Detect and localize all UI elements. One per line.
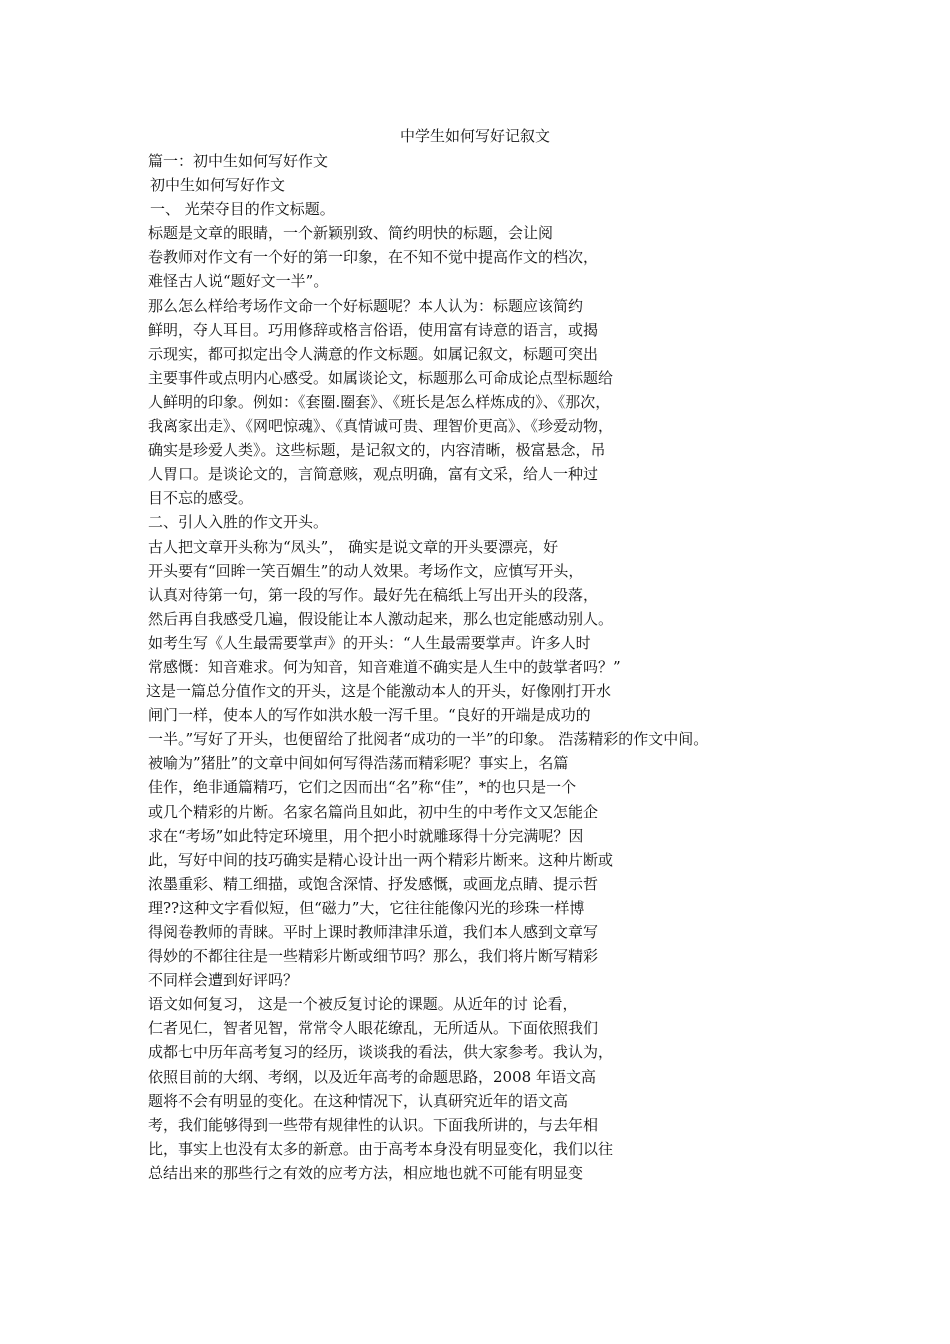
text-line xyxy=(0,800,950,824)
text-line-content: 初中生如何写好作文 xyxy=(150,176,286,195)
text-line xyxy=(0,221,950,245)
text-line-content: 人鲜明的印象。例如：《套圈.圈套》、《班长是怎么样炼成的》、《那次， xyxy=(148,392,611,411)
text-line-content: 总结出来的那些行之有效的应考方法，相应地也就不可能有明显变 xyxy=(148,1163,584,1182)
text-line xyxy=(0,944,950,968)
text-line-content: 这是一篇总分值作文的开头，这是个能激动本人的开头，好像刚打开水 xyxy=(146,682,612,701)
text-line xyxy=(0,438,950,462)
text-line-content: 佳作，绝非通篇精巧，它们之因而出“名”称“佳”，*的也只是一个 xyxy=(148,778,577,797)
text-line-content: 我离家出走》、《网吧惊魂》、《真情诚可贵、理智价更高》、《珍爱动物， xyxy=(148,417,614,436)
text-line xyxy=(0,294,950,318)
text-line xyxy=(0,535,950,559)
text-line xyxy=(0,872,950,896)
text-line xyxy=(0,751,950,775)
text-line-content: 考，我们能够得到一些带有规律性的认识。下面我所讲的，与去年相 xyxy=(148,1115,599,1134)
text-line xyxy=(0,318,950,342)
text-line xyxy=(0,896,950,920)
text-line-content: 目不忘的感受。 xyxy=(148,489,254,508)
text-line-content: 求在“考场”如此特定环境里，用个把小时就雕琢得十分完满呢？因 xyxy=(148,826,584,845)
text-line xyxy=(0,583,950,607)
text-line-content: 标题是文章的眼睛，一个新颖别致、简约明快的标题，会让阅 xyxy=(148,224,554,243)
text-line xyxy=(0,968,950,992)
text-line-content: 开头要有“回眸一笑百媚生”的动人效果。考场作文，应慎写开头， xyxy=(148,561,584,580)
text-line-content: 不同样会遭到好评吗？ xyxy=(148,971,299,990)
text-line-content: 理??这种文字看似短，但“磁力”大，它往往能像闪光的珍珠一样博 xyxy=(148,898,585,917)
text-line xyxy=(0,775,950,799)
text-line xyxy=(0,149,950,173)
text-line xyxy=(0,703,950,727)
text-line-content: 确实是珍爱人类》。这些标题，是记叙文的，内容清晰，极富悬念，吊 xyxy=(148,441,606,460)
text-line xyxy=(0,992,950,1016)
text-line-content: 闸门一样，使本人的写作如洪水般一泻千里。“良好的开端是成功的 xyxy=(148,706,591,725)
text-line-content: 题将不会有明显的变化。在这种情况下，认真研究近年的语文高 xyxy=(148,1091,569,1110)
text-line xyxy=(0,1040,950,1064)
text-line xyxy=(0,559,950,583)
text-line-content: 常感慨：知音难求。何为知音，知音难道不确实是人生中的鼓掌者吗？” xyxy=(148,657,621,676)
text-line-content: 比，事实上也没有太多的新意。由于高考本身没有明显变化，我们以往 xyxy=(148,1139,614,1158)
text-line-content: 依照目前的大纲、考纲，以及近年高考的命题思路，2008 年语文高 xyxy=(148,1067,596,1086)
text-line-content: 被喻为”猪肚”的文章中间如何写得浩荡而精彩呢？事实上，名篇 xyxy=(148,754,569,773)
text-line-content: 浓墨重彩、精工细描，或饱含深情、抒发感慨，或画龙点睛、提示哲 xyxy=(148,874,599,893)
text-line xyxy=(0,197,950,221)
text-line-content: 仁者见仁，智者见智，常常令人眼花缭乱，无所适从。下面依照我们 xyxy=(148,1019,599,1038)
text-line-content: 得阅卷教师的青睐。平时上课时教师津津乐道，我们本人感到文章写 xyxy=(148,923,599,941)
text-line-content: 成都七中历年高考复习的经历，谈谈我的看法，供大家参考。我认为， xyxy=(148,1043,614,1062)
text-line xyxy=(0,824,950,848)
text-line-content: 语文如何复习， 这是一个被反复讨论的课题。从近年的讨 论看， xyxy=(148,995,578,1014)
text-line-content: 然后再自我感受几遍，假设能让本人激动起来，那么也定能感动别人。 xyxy=(148,609,614,628)
text-line xyxy=(0,462,950,486)
text-line xyxy=(0,510,950,534)
text-line xyxy=(0,1089,950,1113)
text-line-content: 示现实，都可拟定出令人满意的作文标题。如属记叙文，标题可突出 xyxy=(148,344,599,363)
text-line-content: 或几个精彩的片断。名家名篇尚且如此，初中生的中考作文又怎能企 xyxy=(148,802,599,821)
text-line xyxy=(0,655,950,679)
text-line xyxy=(0,1137,950,1161)
text-line-content: 古人把文章开头称为“凤头”， 确实是说文章的开头要漂亮，好 xyxy=(148,537,559,556)
text-line-content: 那么怎么样给考场作文命一个好标题呢？本人认为：标题应该简约 xyxy=(148,296,584,315)
text-line-content: 一、 光荣夺目的作文标题。 xyxy=(150,200,335,219)
text-line-content: 人胃口。是谈论文的，言简意赅，观点明确，富有文采，给人一种过 xyxy=(148,465,599,484)
text-line-content: 认真对待第一句，第一段的写作。最好先在稿纸上写出开头的段落， xyxy=(148,585,599,604)
text-line-content: 二、引人入胜的作文开头。 xyxy=(148,513,329,532)
text-line xyxy=(0,1065,950,1089)
text-line xyxy=(0,631,950,655)
text-line xyxy=(0,1161,950,1185)
text-line xyxy=(0,366,950,390)
text-line xyxy=(0,607,950,631)
text-line-content: 卷教师对作文有一个好的第一印象，在不知不觉中提高作文的档次， xyxy=(148,248,599,267)
text-line xyxy=(0,1113,950,1137)
text-line xyxy=(0,679,950,703)
text-line xyxy=(0,342,950,366)
text-line-content: 鲜明，夺人耳目。巧用修辞或格言俗语，使用富有诗意的语言，或揭 xyxy=(148,320,599,339)
text-line xyxy=(0,245,950,269)
text-line xyxy=(0,920,950,944)
text-line xyxy=(0,486,950,510)
text-line-content: 如考生写《人生最需要掌声》的开头：“人生最需要掌声。许多人时 xyxy=(148,633,591,652)
text-line xyxy=(0,1016,950,1040)
text-line-content: 主要事件或点明内心感受。如属谈论文，标题那么可命成论点型标题给 xyxy=(148,368,614,387)
document-title: 中学生如何写好记叙文 xyxy=(399,127,550,145)
text-line xyxy=(0,173,950,197)
text-line-content: 一半。”写好了开头，也便留给了批阅者“成功的一半”的印象。 浩荡精彩的作文中间。 xyxy=(148,730,709,749)
text-line xyxy=(0,269,950,293)
text-line xyxy=(0,414,950,438)
text-line xyxy=(0,727,950,751)
text-line xyxy=(0,848,950,872)
text-line-content: 此，写好中间的技巧确实是精心设计出一两个精彩片断来。这种片断或 xyxy=(148,850,614,869)
text-line-content: 得妙的不都往往是一些精彩片断或细节吗？那么，我们将片断写精彩 xyxy=(148,947,599,966)
text-line-content: 难怪古人说“题好文一半”。 xyxy=(148,272,329,291)
document-body xyxy=(0,149,950,1185)
text-line-content: 篇一：初中生如何写好作文 xyxy=(148,152,329,170)
text-line xyxy=(0,390,950,414)
